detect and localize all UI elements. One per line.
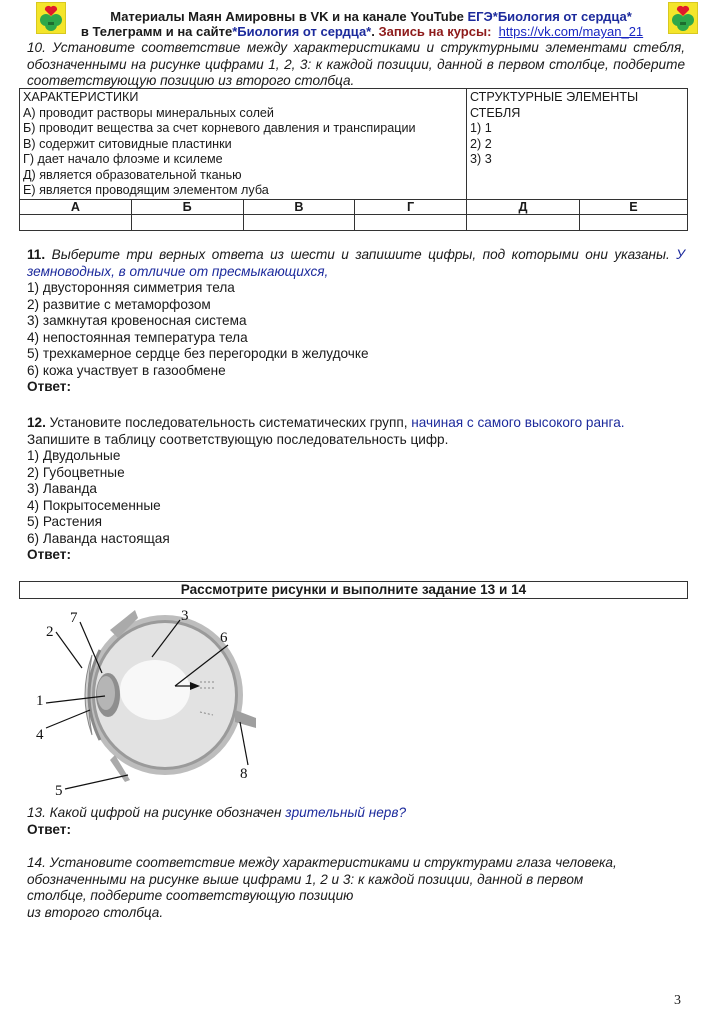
question-prompt: У земноводных, в отличие от пресмыкающихся,: [27, 247, 685, 279]
header-text: в Телеграмм и на сайте: [80, 24, 233, 39]
element-item: 2) 2: [470, 136, 492, 151]
question-10-text: 10. Установите соответствие между характеристиками и структурными элементами стебля, обозначенными на рисунке цифрами 1, 2, 3: к каждой позиции, данной в первом столбце, подберите соответствующую позицию из второго столбца.: [27, 40, 685, 88]
characteristics-column: [20, 89, 467, 200]
label-5: 5: [55, 783, 63, 795]
question-instruction: Установите последовательность систематических групп,: [45, 415, 412, 430]
answer-cell[interactable]: [355, 214, 467, 230]
answer-label: Ответ:: [27, 547, 71, 562]
option-item: 5) трехкамерное сердце без перегородки в желудочке: [27, 346, 369, 361]
question-13-text: [27, 805, 685, 822]
question-instruction: Выберите три верных ответа из шести и запишите цифры, под которыми они указаны.: [45, 247, 670, 262]
option-item: 2) развитие с метаморфозом: [27, 296, 211, 312]
question-14-line: столбце, подберите соответствующую позицию: [27, 888, 354, 903]
answer-cell[interactable]: [20, 214, 132, 230]
question-instruction-2: Запишите в таблицу соответствующую последовательность цифр.: [27, 431, 449, 447]
option-item: 1) Двудольные: [27, 448, 121, 463]
answer-header-row: [20, 199, 688, 214]
characteristic-item: Б) проводит вещества за счет корневого давления и транспирации: [23, 121, 416, 135]
question-14-line: обозначенными на рисунке выше цифрами 1, 2 и 3: к каждой позиции, данной в первом: [27, 871, 584, 887]
characteristic-item: В) содержит ситовидные пластинки: [23, 136, 232, 151]
question-12-text: [27, 415, 685, 432]
question-14-line: из второго столбца.: [27, 904, 164, 920]
header-dot: .: [371, 24, 379, 39]
eyeball-illustration: [85, 610, 256, 782]
answer-label: Ответ:: [27, 379, 71, 394]
question-12: [27, 415, 685, 564]
label-1: 1: [36, 693, 44, 709]
label-8: 8: [240, 766, 248, 782]
header-text: Материалы Маян Амировны в VK и на канале YouTube: [110, 9, 468, 24]
answer-letter: А: [20, 199, 132, 214]
option-item: 1) двусторонняя симметрия тела: [27, 280, 235, 295]
answer-cell[interactable]: [131, 214, 243, 230]
question-prompt: начиная с самого высокого ранга.: [411, 415, 625, 430]
question-number: 12.: [27, 415, 46, 430]
section-banner: Рассмотрите рисунки и выполните задание 13 и 14: [19, 581, 688, 599]
vk-link[interactable]: https://vk.com/mayan_21: [498, 24, 644, 39]
courses-label: Запись на курсы:: [378, 24, 492, 39]
question-14-line: 14. Установите соответствие между характеристиками и структурами глаза человека,: [27, 855, 617, 870]
question-13: [27, 805, 685, 838]
eye-diagram: [30, 600, 260, 795]
characteristics-header: ХАРАКТЕРИСТИКИ: [23, 90, 139, 104]
answer-letter: Д: [467, 199, 580, 214]
question-11-text: [27, 247, 685, 280]
label-2: 2: [46, 624, 54, 640]
answer-label: Ответ:: [27, 821, 71, 837]
answer-input-row: [20, 214, 688, 230]
characteristic-item: А) проводит растворы минеральных солей: [23, 105, 274, 120]
answer-cell[interactable]: [467, 214, 580, 230]
option-item: 3) замкнутая кровеносная система: [27, 313, 247, 328]
option-item: 4) непостоянная температура тела: [27, 329, 248, 345]
option-item: 4) Покрытосеменные: [27, 497, 161, 513]
question-instruction: 13. Какой цифрой на рисунке обозначен: [27, 805, 286, 820]
question-11: [27, 247, 685, 396]
question-10-table: [19, 88, 688, 231]
label-6: 6: [220, 630, 228, 646]
label-7: 7: [70, 610, 78, 626]
option-item: 6) Лаванда настоящая: [27, 530, 170, 546]
characteristic-item: Е) является проводящим элементом луба: [23, 183, 269, 197]
question-number: 11.: [27, 247, 46, 262]
label-3: 3: [181, 608, 189, 624]
page-number: 3: [674, 993, 681, 1008]
question-14: [27, 855, 685, 921]
answer-cell[interactable]: [580, 214, 688, 230]
characteristic-item: Г) дает начало флоэме и ксилеме: [23, 152, 223, 166]
answer-letter: Б: [131, 199, 243, 214]
option-item: 5) Растения: [27, 514, 102, 529]
element-item: 3) 3: [470, 152, 492, 166]
label-4: 4: [36, 727, 44, 743]
header-line-2: [0, 24, 724, 40]
answer-cell[interactable]: [243, 214, 355, 230]
header-brand: *Биология от сердца*: [232, 24, 372, 39]
answer-letter: Г: [355, 199, 467, 214]
option-item: 2) Губоцветные: [27, 464, 125, 480]
answer-letter: Е: [580, 199, 688, 214]
option-item: 6) кожа участвует в газообмене: [27, 362, 226, 378]
question-prompt: зрительный нерв?: [285, 805, 407, 820]
elements-header: СТРУКТУРНЫЕ ЭЛЕМЕНТЫ: [470, 90, 639, 104]
option-item: 3) Лаванда: [27, 481, 97, 496]
elements-header: СТЕБЛЯ: [470, 105, 521, 120]
header-line-1: [0, 9, 724, 25]
elements-column: [467, 89, 688, 200]
answer-letter: В: [243, 199, 355, 214]
element-item: 1) 1: [470, 121, 492, 135]
characteristic-item: Д) является образовательной тканью: [23, 167, 242, 182]
header-brand: ЕГЭ*Биология от сердца*: [467, 9, 632, 24]
